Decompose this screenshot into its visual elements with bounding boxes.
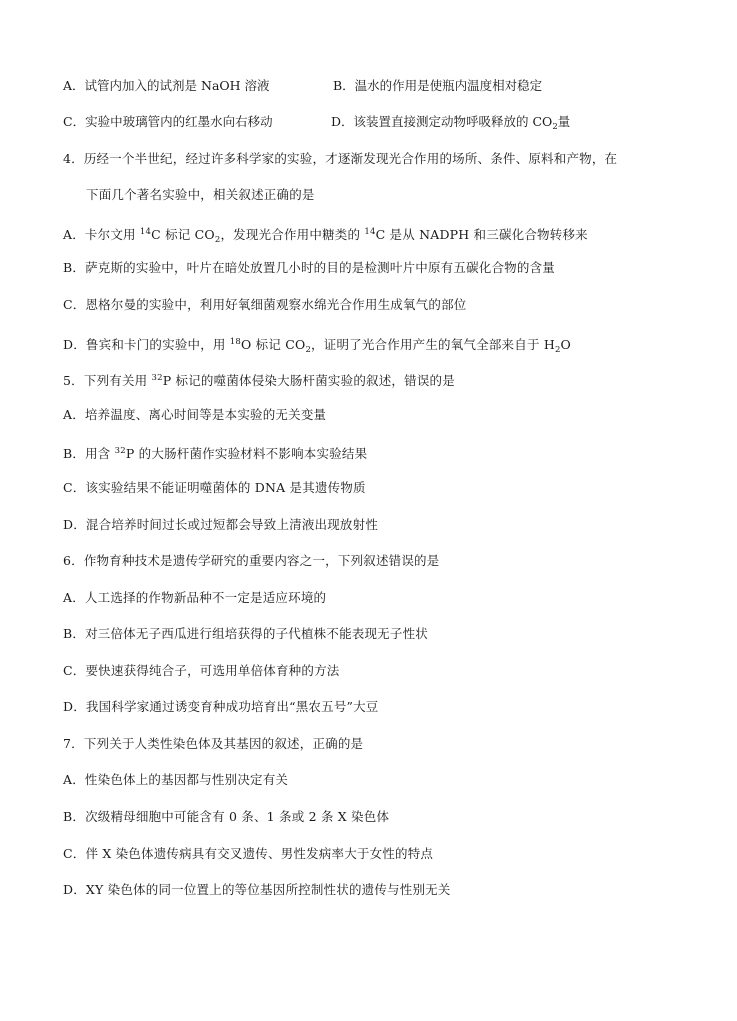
q6-option-d: D．我国科学家通过诱变育种成功培育出“黑农五号”大豆 (63, 699, 379, 714)
q5-option-c: C．该实验结果不能证明噬菌体的 DNA 是其遗传物质 (63, 480, 366, 495)
q4-option-c: C．恩格尔曼的实验中，利用好氧细菌观察水绵光合作用生成氧气的部位 (63, 297, 467, 312)
q4-stem-line-1: 4．历经一个半世纪，经过许多科学家的实验，才逐渐发现光合作用的场所、条件、原料和产物，在 (63, 151, 618, 166)
q7-option-d: D．XY 染色体的同一位置上的等位基因所控制性状的遗传与性别无关 (63, 882, 451, 897)
q3-option-b: B．温水的作用是使瓶内温度相对稳定 (333, 78, 543, 93)
q5-option-d: D．混合培养时间过长或过短都会导致上清液出现放射性 (63, 517, 379, 532)
q3-options-row-1 (63, 77, 543, 95)
q6-stem: 6．作物育种技术是遗传学研究的重要内容之一，下列叙述错误的是 (63, 553, 440, 568)
q7-option-c: C．伴 X 染色体遗传病具有交叉遗传、男性发病率大于女性的特点 (63, 846, 434, 861)
q3-options-row-2 (63, 113, 571, 132)
q7-option-b: B．次级精母细胞中可能含有 0 条、1 条或 2 条 X 染色体 (63, 809, 390, 824)
q5-option-b: B．用含 $^{32}$P 的大肠杆菌作实验材料不影响本实验结果 (63, 446, 368, 461)
q3-option-d: D．该装置直接测定动物呼吸释放的 $CO_2$量 (331, 114, 571, 132)
q3-option-c: C．实验中玻璃管内的红墨水向右移动 (63, 114, 273, 129)
q4-option-b: B．萨克斯的实验中，叶片在暗处放置几小时的目的是检测叶片中原有五碳化合物的含量 (63, 260, 555, 275)
q4-option-a: A．卡尔文用 $^{14}$C 标记 $CO_2$，发现光合作用中糖类的 $^{14}$C 是从 NADPH 和三碳化合物转移来 (63, 227, 588, 245)
q6-option-c: C．要快速获得纯合子，可选用单倍体育种的方法 (63, 663, 340, 678)
q5-option-a: A．培养温度、离心时间等是本实验的无关变量 (63, 407, 327, 422)
q4-option-d: D．鲁宾和卡门的实验中，用 $^{18}$O 标记 $CO_2$，证明了光合作用产生的氧气全部来自于 $H_2O$ (63, 337, 571, 355)
q6-option-a: A．人工选择的作物新品种不一定是适应环境的 (63, 590, 327, 605)
q7-stem: 7．下列关于人类性染色体及其基因的叙述，正确的是 (63, 736, 364, 751)
q7-option-a: A．性染色体上的基因都与性别决定有关 (63, 772, 289, 787)
q4-stem-line-2: 下面几个著名实验中，相关叙述正确的是 (86, 187, 315, 202)
q3-option-a: A．试管内加入的试剂是 NaOH 溶液 (63, 78, 270, 93)
q6-option-b: B．对三倍体无子西瓜进行组培获得的子代植株不能表现无子性状 (63, 626, 428, 641)
q5-stem: 5．下列有关用 $^{32}$P 标记的噬菌体侵染大肠杆菌实验的叙述，错误的是 (63, 373, 455, 388)
